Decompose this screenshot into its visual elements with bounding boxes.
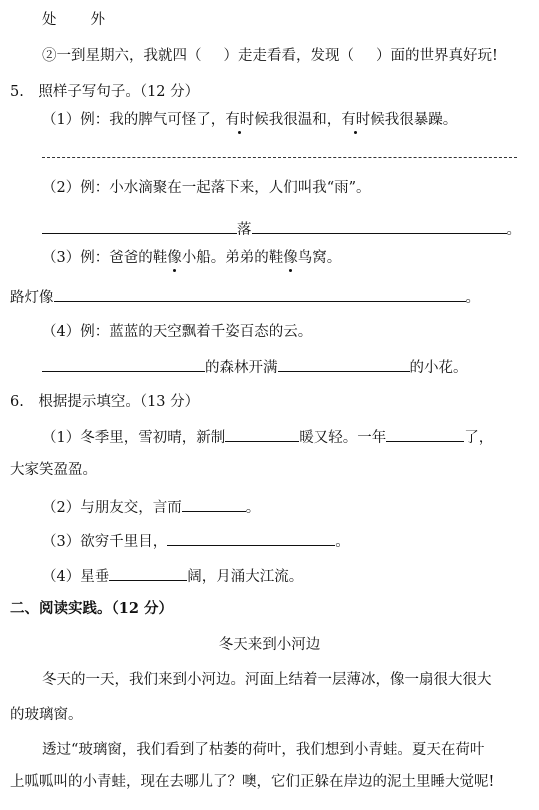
q6-item3: （3）欲穷千里目， 。 — [42, 530, 350, 552]
passage-title: 冬天来到小河边 — [218, 637, 321, 653]
q4-words-line — [42, 10, 105, 30]
answer-blank[interactable] — [42, 356, 205, 372]
q6-item2: （2）与朋友交，言而 。 — [42, 496, 260, 518]
q6-heading: 6. 根据提示填空。（13 分） — [10, 394, 200, 410]
q5-item3-example: （3）例：爸爸的鞋像小船。弟弟的鞋像鸟窝。 — [42, 250, 342, 266]
answer-blank[interactable] — [225, 426, 299, 442]
q4-sentence-2: ②一到星期六，我就四（ ）走走看看，发现（ ）面的世界真好玩! — [42, 45, 498, 66]
passage-p1-line1: 冬天的一天，我们来到小河边。河面上结着一层薄冰，像一扇很大很大 — [42, 672, 492, 688]
emphasis-dot-text: 有时 — [225, 112, 255, 128]
fill-blank[interactable] — [354, 45, 376, 60]
emphasis-dot-text: 像 — [283, 250, 298, 266]
answer-blank[interactable] — [252, 218, 507, 234]
answer-blank[interactable] — [278, 356, 410, 372]
q5-item4-answer: 的森林开满 的小花。 — [42, 356, 468, 378]
q5-item2-answer: 落 。 — [42, 218, 521, 240]
q5-item4-example: （4）例：蓝蓝的天空飘着千姿百态的云。 — [42, 324, 313, 340]
q6-item1: （1）冬季里，雪初晴，新制 暖又轻。一年 了， — [42, 426, 493, 448]
answer-dashed-line[interactable] — [42, 157, 517, 158]
section2-heading: 二、阅读实践。（12 分） — [10, 600, 173, 617]
answer-blank[interactable] — [386, 426, 464, 442]
answer-blank[interactable] — [109, 565, 187, 581]
q5-item2-example: （2）例：小水滴聚在一起落下来，人们叫我“雨”。 — [42, 180, 371, 196]
q6-item1-cont: 大家笑盈盈。 — [10, 462, 97, 478]
answer-blank[interactable] — [167, 530, 335, 546]
q5-heading: 5. 照样子写句子。（12 分） — [10, 84, 200, 100]
word-wai: 外 — [90, 12, 105, 28]
answer-blank[interactable] — [42, 218, 237, 234]
emphasis-dot-text: 有时 — [341, 112, 371, 128]
word-chu: 处 — [42, 12, 57, 28]
passage-p2-line1: 透过“玻璃窗，我们看到了枯萎的荷叶，我们想到小青蛙。夏天在荷叶 — [42, 742, 485, 758]
q6-item4: （4）星垂 阔，月涌大江流。 — [42, 565, 303, 587]
answer-blank[interactable] — [182, 496, 246, 512]
fill-blank[interactable] — [202, 45, 224, 60]
q5-item3-answer: 路灯像 。 — [10, 286, 480, 308]
emphasis-dot-text: 像 — [167, 250, 182, 266]
passage-p1-line2: 的玻璃窗。 — [10, 707, 83, 723]
passage-p2-line2: 上呱呱叫的小青蛙，现在去哪儿了？噢，它们正躲在岸边的泥土里睡大觉呢! — [10, 774, 495, 790]
q5-item1-example: （1）例：我的脾气可怪了，有时候我很温和，有时候我很暴躁。 — [42, 112, 458, 128]
answer-blank[interactable] — [54, 286, 466, 302]
